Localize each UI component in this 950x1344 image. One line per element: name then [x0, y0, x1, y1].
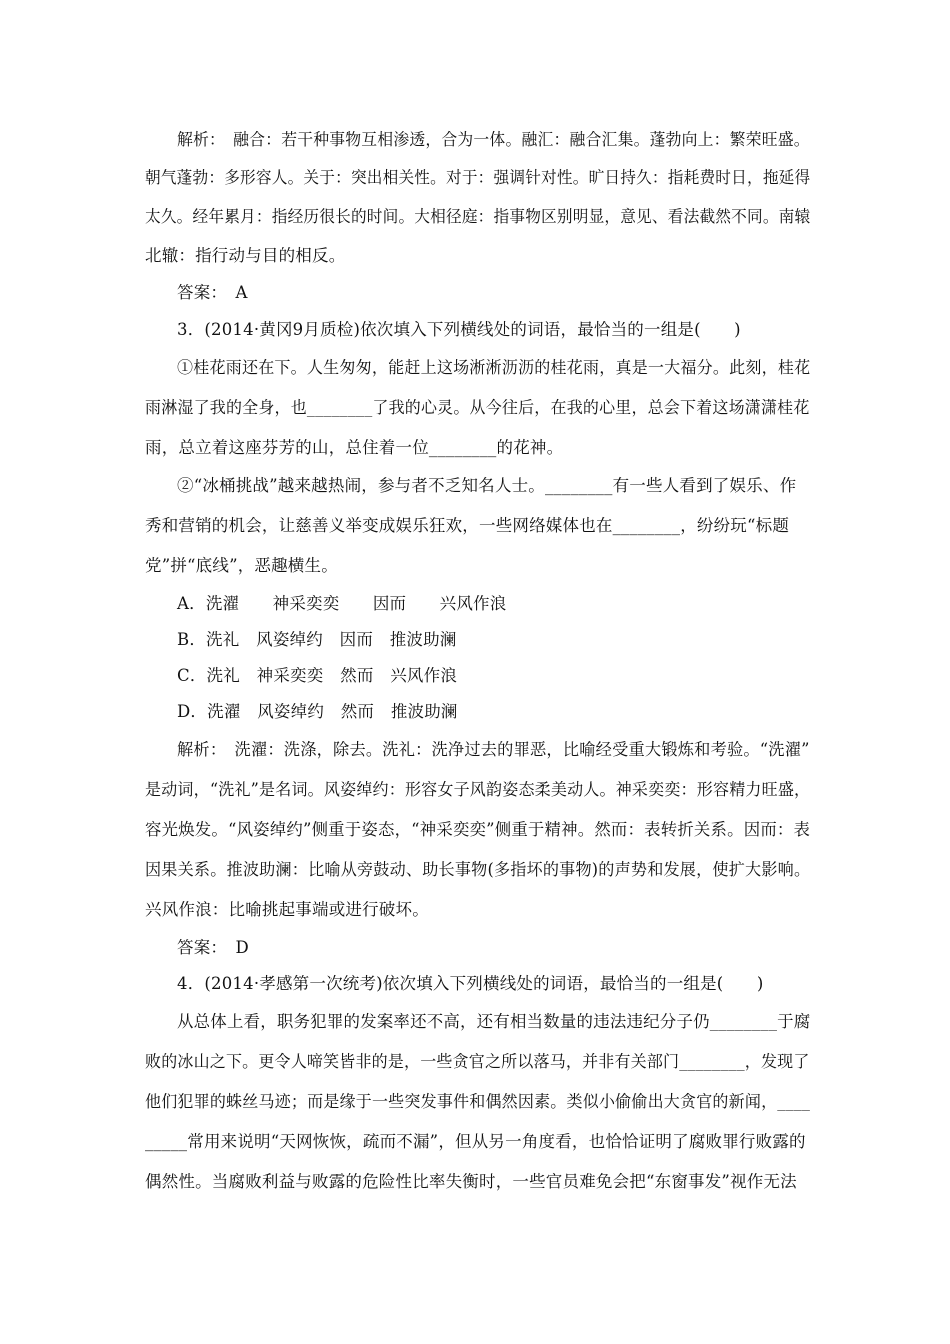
question-3-passage-2-line-2: 秀和营销的机会，让慈善义举变成娱乐狂欢，一些网络媒体也在________，纷纷玩“标题: [145, 516, 790, 535]
question-3-passage-2-line-3: 党”拼“底线”，恶趣横生。: [145, 556, 338, 575]
question-3-passage-2-line-1: ②“冰桶挑战”越来越热闹，参与者不乏知名人士。________有一些人看到了娱乐、作: [177, 476, 797, 495]
question-4-passage-line-3: 他们犯罪的蛛丝马迹；而是缘于一些突发事件和偶然因素。类似小偷偷出大贪官的新闻，____: [145, 1092, 811, 1111]
question-3-option-d: D．洗濯 风姿绰约 然而 推波助澜: [177, 702, 458, 721]
analysis-3-line-2: 是动词，“洗礼”是名词。风姿绰约：形容女子风韵姿态柔美动人。神采奕奕：形容精力旺盛，: [145, 780, 811, 799]
question-3-option-c: C．洗礼 神采奕奕 然而 兴风作浪: [177, 666, 458, 685]
analysis-3-line-1: 解析： 洗濯：洗涤，除去。洗礼：洗净过去的罪恶，比喻经受重大锻炼和考验。“洗濯”: [177, 740, 810, 759]
answer-3: 答案： D: [177, 938, 249, 957]
question-3-passage-1-line-1: ①桂花雨还在下。人生匆匆，能赶上这场淅淅沥沥的桂花雨，真是一大福分。此刻，桂花: [177, 358, 811, 377]
analysis-3-line-3: 容光焕发。“风姿绰约”侧重于姿态，“神采奕奕”侧重于精神。然而：表转折关系。因而：表: [145, 820, 811, 839]
question-4-stem: 4．(2014·孝感第一次统考)依次填入下列横线处的词语，最恰当的一组是( ): [177, 974, 764, 993]
analysis-3-line-5: 兴风作浪：比喻挑起事端或进行破坏。: [145, 900, 429, 919]
analysis-3-line-4: 因果关系。推波助澜：比喻从旁鼓动、助长事物(多指坏的事物)的声势和发展，使扩大影响。: [145, 860, 811, 879]
analysis-2-line-4: 北辙：指行动与目的相反。: [145, 246, 346, 265]
question-3-option-b: B．洗礼 风姿绰约 因而 推波助澜: [177, 630, 457, 649]
analysis-2-line-1: 解析： 融合：若干种事物互相渗透，合为一体。融汇：融合汇集。蓬勃向上：繁荣旺盛。: [177, 130, 810, 149]
question-3-passage-1-line-3: 雨，总立着这座芬芳的山，总住着一位________的花神。: [145, 438, 564, 457]
question-4-passage-line-2: 败的冰山之下。更令人啼笑皆非的是，一些贪官之所以落马，并非有关部门________，发现了: [145, 1052, 810, 1071]
question-4-passage-line-4: _____常用来说明“天网恢恢，疏而不漏”，但从另一角度看，也恰恰证明了腐败罪行败露的: [145, 1132, 806, 1151]
answer-2: 答案： A: [177, 283, 248, 302]
question-3-stem: 3．(2014·黄冈9月质检)依次填入下列横线处的词语，最恰当的一组是( ): [177, 320, 741, 339]
question-3-option-a: A．洗濯 神采奕奕 因而 兴风作浪: [177, 594, 507, 613]
question-4-passage-line-5: 偶然性。当腐败利益与败露的危险性比率失衡时，一些官员难免会把“东窗事发”视作无法: [145, 1172, 797, 1191]
analysis-2-line-2: 朝气蓬勃：多形容人。关于：突出相关性。对于：强调针对性。旷日持久：指耗费时日，拖延得: [145, 168, 811, 187]
question-3-passage-1-line-2: 雨淋湿了我的全身，也________了我的心灵。从今往后，在我的心里，总会下着这场潇潇桂花: [145, 398, 810, 417]
question-4-passage-line-1: 从总体上看，职务犯罪的发案率还不高，还有相当数量的违法违纪分子仍________于腐: [177, 1012, 811, 1031]
analysis-2-line-3: 太久。经年累月：指经历很长的时间。大相径庭：指事物区别明显，意见、看法截然不同。南辕: [145, 207, 811, 226]
